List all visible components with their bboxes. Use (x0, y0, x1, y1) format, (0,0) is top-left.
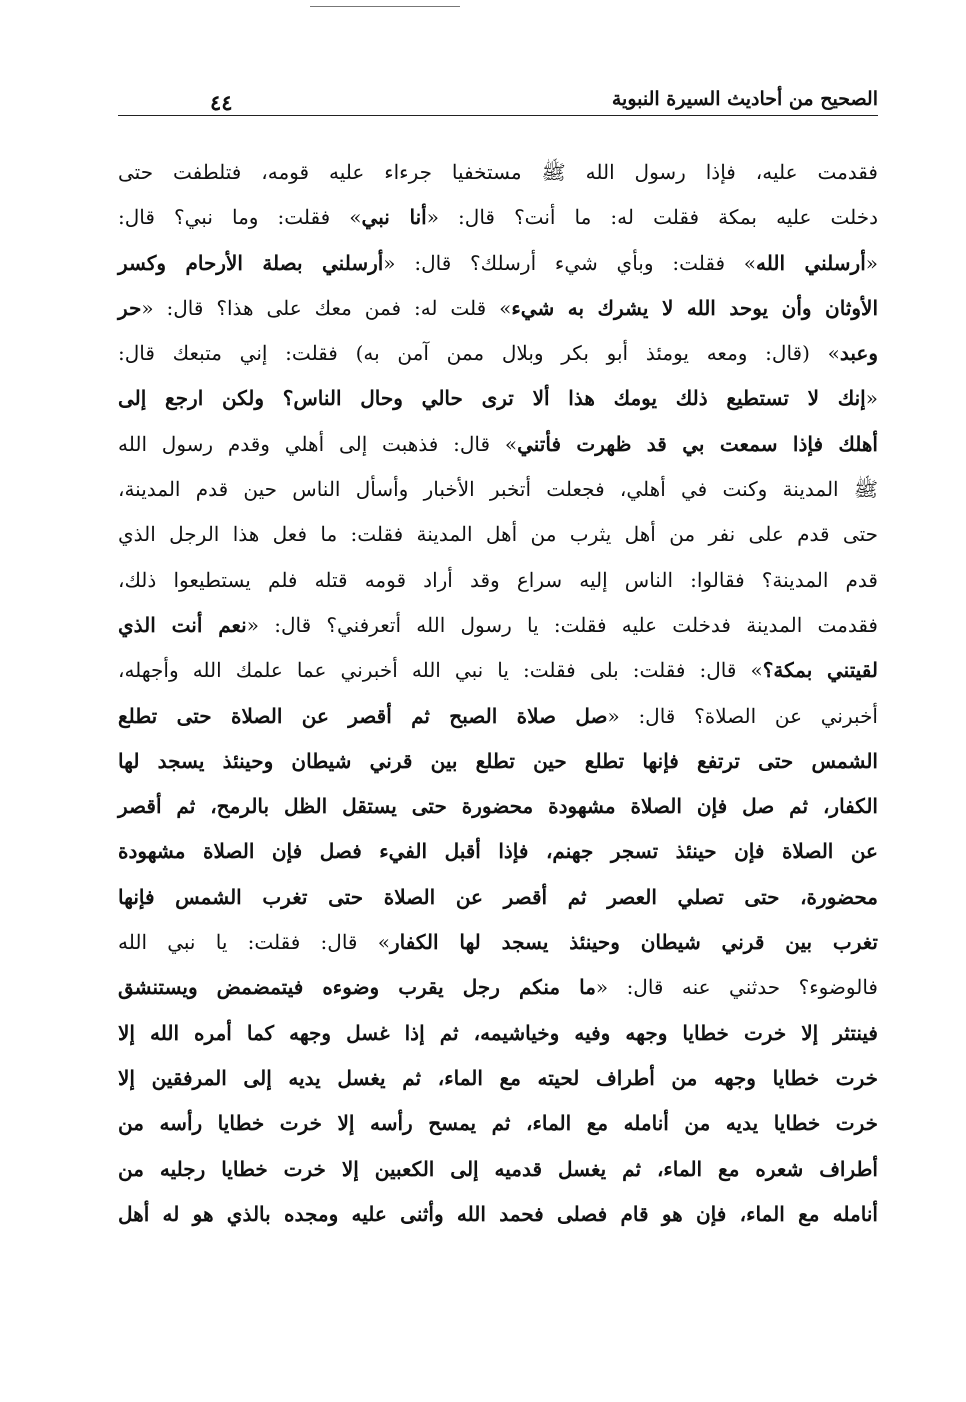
bold-text-segment: أنامله مع الماء، فإن هو قام فصلى فحمد الله وأثنى عليه ومجده بالذي هو له أهل (118, 1201, 878, 1226)
running-header (118, 84, 878, 120)
bold-text-segment: خرت خطايا يديه من أنامله مع الماء، ثم يمسح رأسه إلا خرت خطايا رأسه من (118, 1111, 878, 1136)
text-segment: حتى قدم على نفر من أهل يثرب من أهل المدينة فقلت: ما فعل هذا الرجل الذي (118, 522, 878, 547)
text-line (118, 648, 878, 693)
bold-text-segment: أرسلني بصلة الأرحام وكسر (118, 250, 384, 275)
bold-text-segment: ما منكم رجل يقرب وضوءه فيتمضمض ويستنشق (118, 975, 596, 1000)
text-line (118, 1101, 878, 1146)
bold-text-segment: فينتثر إلا خرت خطايا وجهه وفيه وخياشيمه، ثم إذا غسل وجهه كما أمره الله إلا (118, 1020, 878, 1045)
text-segment: » فقلت: وبأي شيء أرسلك؟ قال: « (383, 250, 757, 275)
text-line (118, 694, 878, 739)
text-line (118, 376, 878, 421)
text-line (118, 150, 878, 195)
bold-text-segment: تغرب بين قرني شيطان وحينئذ يسجد لها الكفار (389, 930, 878, 955)
bold-text-segment: محضورة، حتى تصلي العصر ثم أقصر عن الصلاة حتى تغرب الشمس فإنها (118, 884, 878, 909)
top-decorative-rule (310, 6, 460, 7)
text-segment: « (865, 386, 878, 411)
text-segment: » قال: فقلت: يا نبي الله (118, 930, 390, 955)
text-segment: فقدمت المدينة فدخلت عليه فقلت: يا رسول الله أتعرفني؟ قال: « (246, 612, 878, 637)
bold-text-segment: أرسلني الله (756, 250, 866, 275)
bold-text-segment: الأوثان وأن يوحد الله لا يشرك به شيء (511, 295, 879, 320)
text-line (118, 739, 878, 784)
bold-text-segment: صل صلاة الصبح ثم أقصر عن الصلاة حتى تطلع (118, 703, 608, 728)
bold-text-segment: لقيتني بمكة؟ (762, 658, 878, 683)
text-line (118, 422, 878, 467)
text-segment: » قلت له: فمن معك على هذا؟ قال: « (141, 295, 512, 320)
text-segment: » قال: فقلت: بلى فقلت: يا نبي الله أخبرني عما علمك الله وأجهله، (118, 658, 763, 683)
bold-text-segment: عن الصلاة فإن حينئذ تسجر جهنم، فإذا أقبل الفيء فصل فإن الصلاة مشهودة (118, 839, 878, 864)
text-segment: » فقلت: وما نبي؟ قال: (118, 205, 362, 230)
text-segment: « (865, 250, 878, 275)
text-segment: قدم المدينة؟ فقالوا: الناس إليه سراع وقد أراد قومه قتله فلم يستطيعوا ذلك، (118, 567, 878, 592)
bold-text-segment: الكفار، ثم صل فإن الصلاة مشهودة محضورة حتى يستقل الظل بالرمح، ثم أقصر (118, 794, 878, 819)
text-segment: ﷺ المدينة وكنت في أهلي، فجعلت أتخبر الأخبار وأسأل الناس حين قدم المدينة، (118, 477, 878, 502)
text-line (118, 512, 878, 557)
bold-text-segment: وعبد (839, 341, 878, 366)
text-segment: فالوضوء؟ حدثني عنه قال: « (595, 975, 878, 1000)
text-segment: دخلت عليه بمكة فقلت له: ما أنت؟ قال: « (426, 205, 879, 230)
bold-text-segment: خرت خطايا وجهه من أطراف لحيته مع الماء، ثم يغسل يديه إلى المرفقين إلا (118, 1065, 878, 1090)
text-segment: » (قال: ومعه يومئذ أبو بكر وبلال ممن آمن به) فقلت: إني متبعك قال: (118, 341, 840, 366)
text-segment: » قال: فذهبت إلى أهلي وقدم رسول الله (118, 431, 518, 456)
text-line (118, 1192, 878, 1237)
book-title: الصحيح من أحاديث السيرة النبوية (611, 88, 878, 110)
text-segment: أخبرني عن الصلاة؟ قال: « (607, 703, 878, 728)
body-text (118, 150, 878, 1237)
bold-text-segment: الشمس حتى ترتفع فإنها تطلع حين تطلع بين قرني شيطان وحينئذ يسجد لها (118, 748, 878, 773)
text-line (118, 241, 878, 286)
bold-text-segment: نعم أنت الذي (118, 612, 247, 637)
bold-text-segment: أهلك فإذا سمعت بي قد ظهرت فأتني (517, 431, 878, 456)
text-line (118, 1147, 878, 1192)
text-line (118, 331, 878, 376)
text-line (118, 875, 878, 920)
text-line (118, 603, 878, 648)
bold-text-segment: أنا نبي (361, 205, 427, 230)
bold-text-segment: إنك لا تستطيع ذلك يومك هذا ألا ترى حالي وحال الناس؟ ولكن ارجع إلى (118, 386, 866, 411)
text-line (118, 965, 878, 1010)
text-line (118, 195, 878, 240)
text-line (118, 1011, 878, 1056)
text-line (118, 920, 878, 965)
header-rule (118, 115, 878, 116)
text-line (118, 829, 878, 874)
bold-text-segment: أطراف شعره مع الماء، ثم يغسل قدميه إلى الكعبين إلا خرت خطايا رجليه من (118, 1156, 878, 1181)
text-segment: فقدمت عليه، فإذا رسول الله ﷺ مستخفيا جرءاء عليه قومه، فتلطفت حتى (118, 160, 878, 184)
text-line (118, 467, 878, 512)
text-line (118, 286, 878, 331)
text-line (118, 1056, 878, 1101)
page-number: ٤٤ (210, 90, 233, 115)
text-line (118, 784, 878, 829)
bold-text-segment: حر (118, 295, 142, 320)
text-line (118, 558, 878, 603)
